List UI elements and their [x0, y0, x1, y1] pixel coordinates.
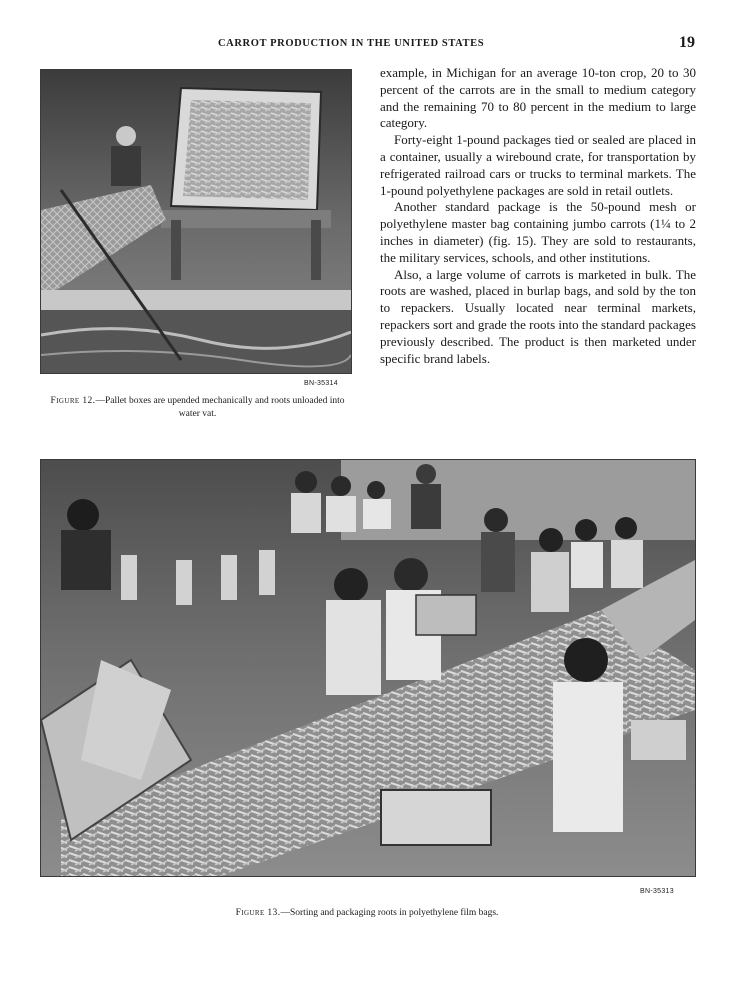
figure-13-credit: BN-35313	[640, 888, 674, 895]
body-text	[380, 65, 696, 367]
figure-12-credit: BN-35314	[304, 380, 338, 387]
figure-13-photo	[40, 459, 696, 877]
paragraph-3: Another standard package is the 50-pound mesh or polyethylene master bag containing jumbo carrots (1¼ to 2 inches in diameter) (fig. 15). They are sold to restaurants, the military services, schools, and other institutions.	[380, 199, 696, 265]
figure-12-label: Figure 12.	[50, 396, 96, 406]
paragraph-1: example, in Michigan for an average 10-ton crop, 20 to 30 percent of the carrots are in the small to medium category and the remaining 70 to 80 percent in the medium to large category.	[380, 65, 696, 131]
figure-12-caption-text: —Pallet boxes are upended mechanically and roots unloaded into water vat.	[95, 396, 345, 419]
page-header	[40, 36, 695, 56]
figure-12-photo	[40, 69, 352, 374]
figure-13-caption	[40, 907, 694, 920]
page-number: 19	[679, 34, 695, 51]
figure-13-label: Figure 13.	[235, 908, 281, 918]
running-head: CARROT PRODUCTION IN THE UNITED STATES	[218, 38, 485, 49]
figure-12-caption	[40, 395, 355, 421]
paragraph-2: Forty-eight 1-pound packages tied or sealed are placed in a container, usually a wirebound crate, for transportation by refrigerated railroad cars or trucks to terminal markets. The 1-pound polyethylene packages are sold in retail outlets.	[380, 132, 696, 198]
figure-13-caption-text: —Sorting and packaging roots in polyethylene film bags.	[280, 908, 499, 918]
paragraph-4: Also, a large volume of carrots is marketed in bulk. The roots are washed, placed in burlap bags, and sold by the ton to repackers. Usually located near terminal markets, repackers sort and grade the roots into the standard packages previously described. The product is then marketed under specific brand labels.	[380, 266, 696, 366]
